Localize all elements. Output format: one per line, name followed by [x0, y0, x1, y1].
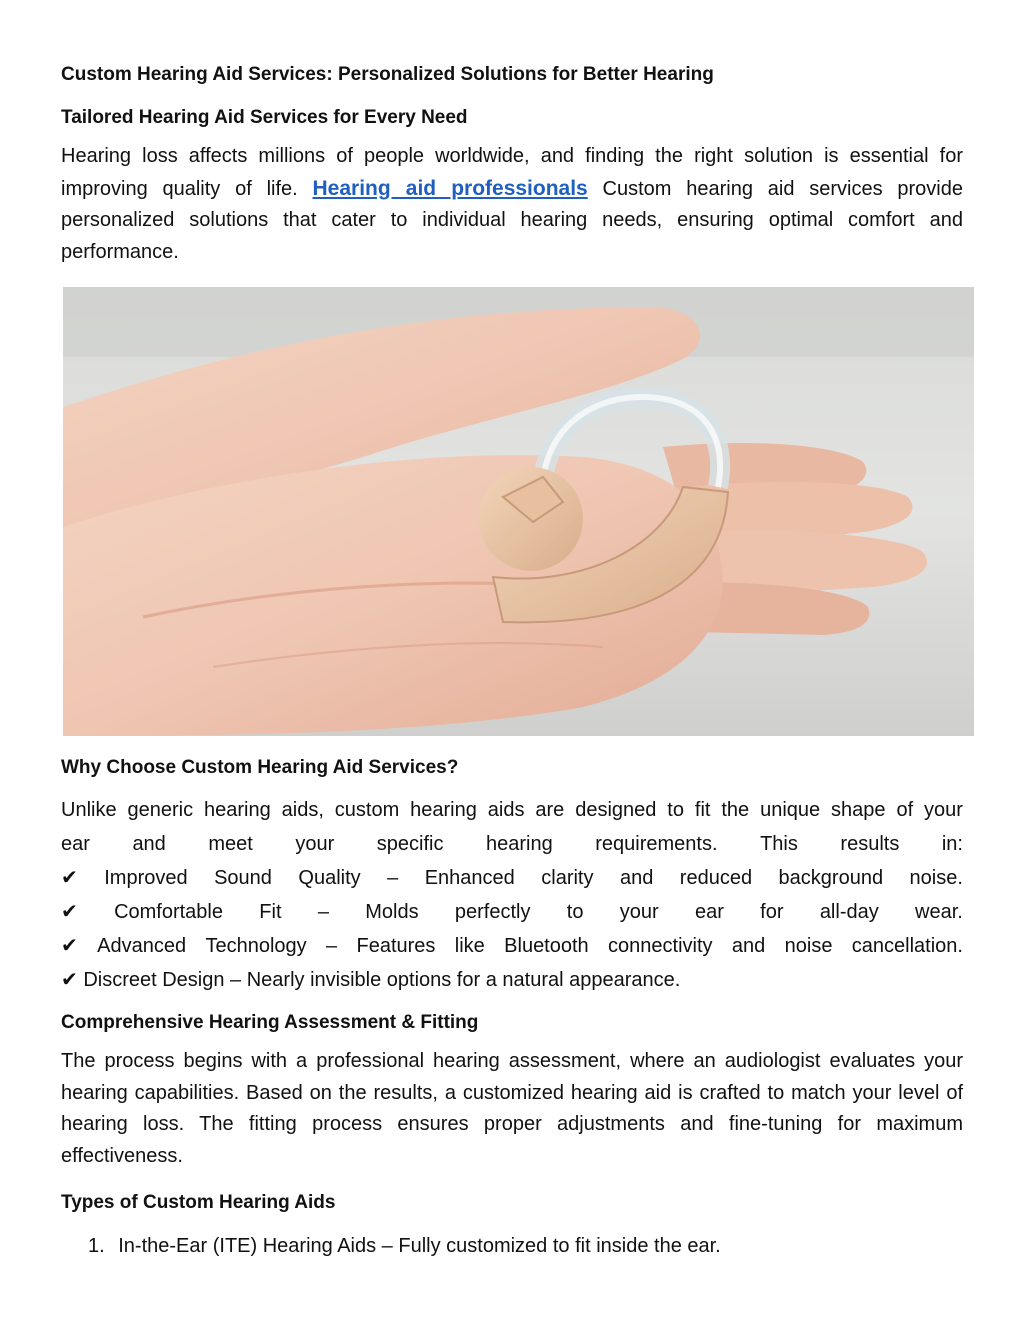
- hearing-aid-professionals-link[interactable]: Hearing aid professionals: [312, 176, 588, 200]
- benefit-word: Comfortable: [114, 901, 223, 923]
- benefit-word: clarity: [541, 867, 594, 889]
- lead-word: results: [840, 833, 900, 855]
- benefit-word: ✔: [61, 901, 78, 923]
- lead-word: are: [535, 799, 565, 821]
- benefit-word: cancellation.: [851, 935, 963, 957]
- lead-word: the: [721, 799, 750, 821]
- benefit-advanced-technology: [61, 929, 963, 963]
- why-lead-line-2: [61, 827, 963, 861]
- intro-text-before: Hearing loss affects millions of people worldwide, and finding the right solution is essential for improving quality of life.: [61, 145, 963, 200]
- lead-word: hearing: [204, 799, 271, 821]
- benefit-word: Fit: [259, 901, 282, 923]
- types-heading: Types of Custom Hearing Aids: [61, 1192, 336, 1213]
- benefit-word: Molds: [365, 901, 419, 923]
- lead-word: Unlike: [61, 799, 117, 821]
- lead-word: requirements.: [595, 833, 718, 855]
- list-item-number: 1.: [88, 1235, 105, 1257]
- benefit-word: ✔: [61, 867, 78, 889]
- hearing-aid-photo: [63, 287, 974, 736]
- document-body: [61, 62, 963, 268]
- lead-word: to: [667, 799, 684, 821]
- benefit-word: Sound: [214, 867, 272, 889]
- types-list: [61, 1232, 963, 1260]
- benefit-word: reduced: [679, 867, 753, 889]
- lead-word: hearing: [410, 799, 477, 821]
- intro-text-after: Custom hearing aid services provide personalized solutions that cater to individual hearing needs, ensuring optimal comfort and performance.: [61, 177, 963, 263]
- list-item: [88, 1232, 963, 1260]
- benefit-word: Bluetooth: [504, 935, 589, 957]
- intro-paragraph: [61, 141, 963, 268]
- lead-word: your: [295, 833, 335, 855]
- benefit-word: wear.: [915, 901, 963, 923]
- why-section: [61, 755, 963, 997]
- benefit-word: Features: [356, 935, 436, 957]
- benefit-word: –: [317, 901, 329, 923]
- list-item-text: In-the-Ear (ITE) Hearing Aids – Fully customized to fit inside the ear.: [118, 1235, 721, 1257]
- lead-word: your: [924, 799, 963, 821]
- lead-word: aids: [487, 799, 525, 821]
- benefit-word: Advanced: [97, 935, 187, 957]
- lead-word: meet: [208, 833, 253, 855]
- lead-word: shape: [831, 799, 886, 821]
- lead-word: ear: [61, 833, 90, 855]
- benefit-word: –: [326, 935, 338, 957]
- hand-holding-hearing-aid-image: [63, 287, 974, 736]
- benefit-comfortable-fit: [61, 895, 963, 929]
- benefit-word: for: [760, 901, 784, 923]
- benefit-word: ear: [694, 901, 724, 923]
- lead-word: unique: [760, 799, 821, 821]
- benefit-word: Improved: [104, 867, 188, 889]
- lead-word: hearing: [486, 833, 553, 855]
- lead-word: in:: [941, 833, 963, 855]
- benefit-word: Quality: [298, 867, 361, 889]
- lead-word: generic: [127, 799, 194, 821]
- document-title: Custom Hearing Aid Services: Personalized Solutions for Better Hearing: [61, 64, 714, 85]
- benefit-word: noise: [784, 935, 833, 957]
- benefit-word: and: [619, 867, 654, 889]
- section-subtitle: Tailored Hearing Aid Services for Every Need: [61, 107, 468, 128]
- benefit-word: to: [566, 901, 584, 923]
- benefit-word: ✔: [61, 935, 78, 957]
- benefit-word: perfectly: [454, 901, 531, 923]
- lead-word: of: [896, 799, 914, 821]
- benefit-word: –: [387, 867, 399, 889]
- lead-word: aids,: [281, 799, 324, 821]
- lead-word: fit: [694, 799, 711, 821]
- benefit-word: your: [619, 901, 659, 923]
- benefit-word: all-day: [819, 901, 879, 923]
- benefit-discreet-design-text: ✔ Discreet Design – Nearly invisible options for a natural appearance.: [61, 969, 681, 991]
- why-lead-line-1: [61, 793, 963, 827]
- types-section: [61, 1190, 963, 1260]
- assessment-paragraph: The process begins with a professional hearing assessment, where an audiologist evaluates your hearing capabilities. Based on the results, a customized hearing aid is crafted to match your level of hearing loss. The fitting process ensures proper adjustments and fine-tuning for maximum effectiveness.: [61, 1050, 963, 1167]
- benefit-word: noise.: [909, 867, 963, 889]
- benefit-word: and: [731, 935, 766, 957]
- lead-word: custom: [334, 799, 400, 821]
- lead-word: This: [760, 833, 798, 855]
- lead-word: and: [132, 833, 166, 855]
- benefit-sound-quality: [61, 861, 963, 895]
- benefit-word: background: [778, 867, 884, 889]
- benefit-word: Technology: [205, 935, 307, 957]
- lead-word: designed: [575, 799, 657, 821]
- assessment-heading: Comprehensive Hearing Assessment & Fitting: [61, 1012, 479, 1033]
- benefit-word: Enhanced: [424, 867, 515, 889]
- benefit-word: like: [454, 935, 485, 957]
- benefit-word: connectivity: [608, 935, 713, 957]
- why-heading: Why Choose Custom Hearing Aid Services?: [61, 757, 459, 778]
- assessment-section: [61, 1010, 963, 1172]
- lead-word: specific: [376, 833, 444, 855]
- benefit-discreet-design: [61, 963, 963, 997]
